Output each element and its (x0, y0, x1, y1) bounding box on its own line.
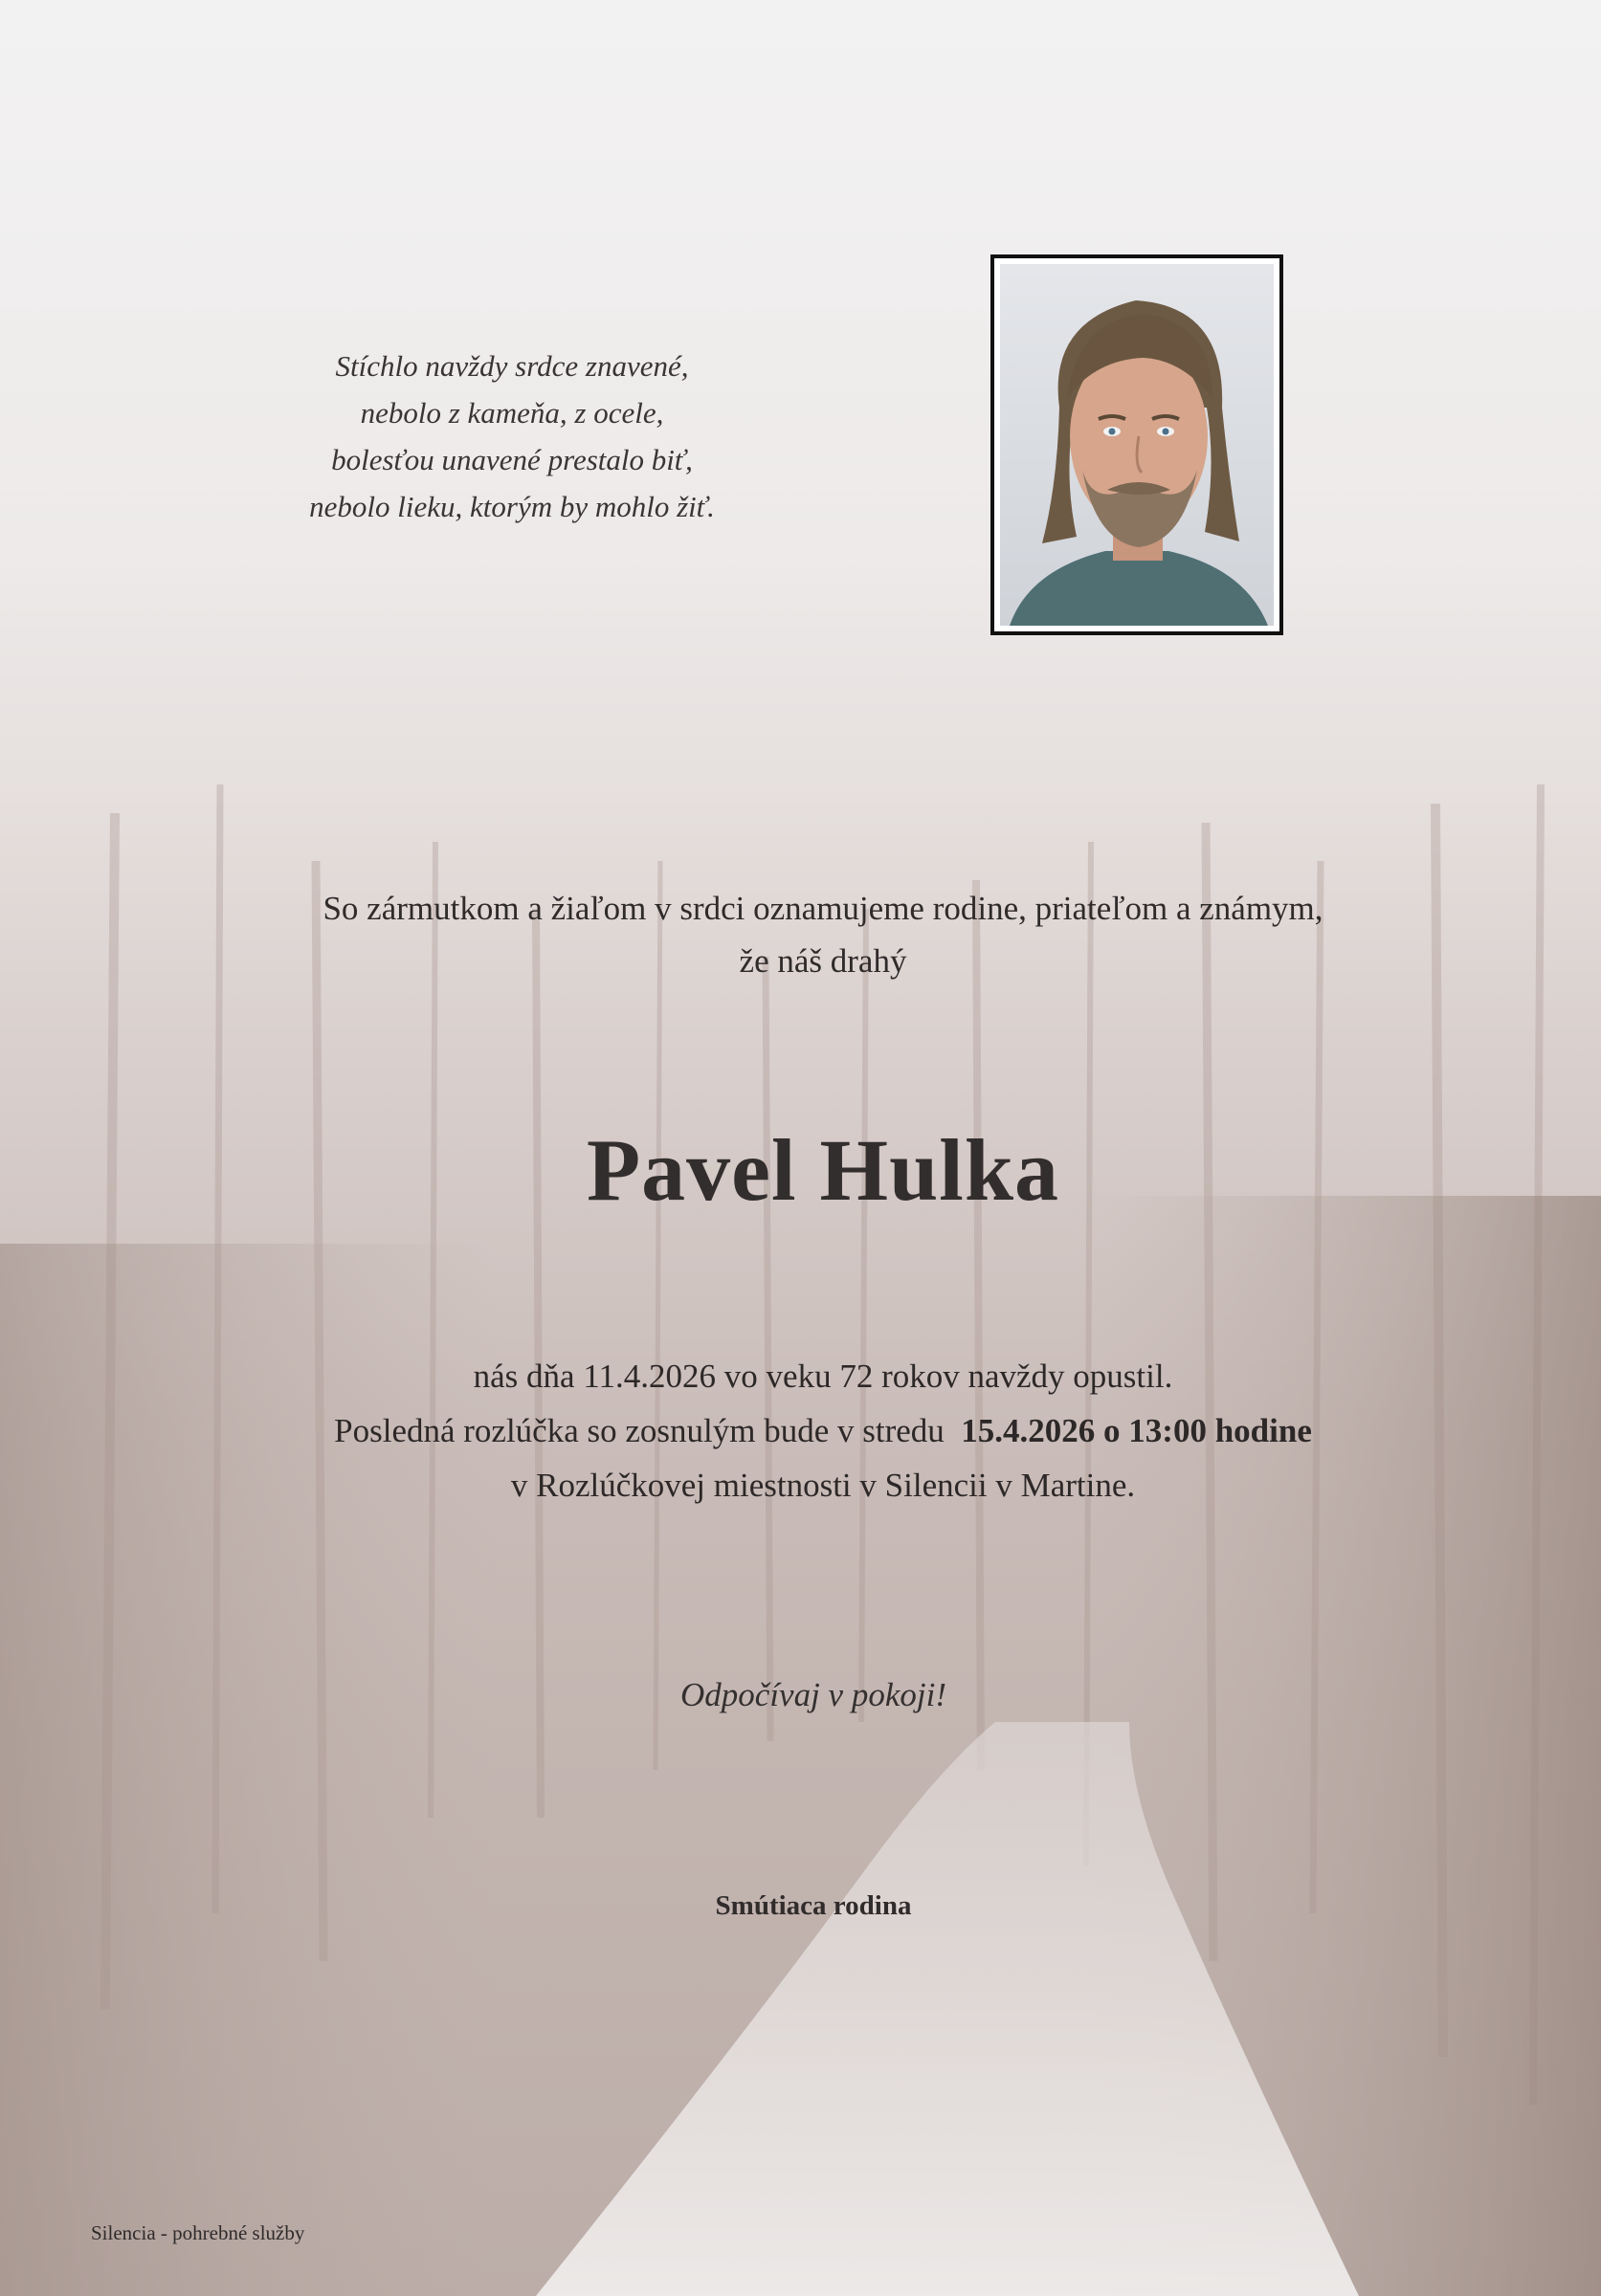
rest-in-peace: Odpočívaj v pokoji! (680, 1676, 946, 1713)
farewell-text: Posledná rozlúčka so zosnulým bude v stredu (334, 1412, 945, 1449)
footer-company: Silencia - pohrebné služby (91, 2221, 305, 2244)
portrait-frame (990, 254, 1283, 635)
details-line: v Rozlúčkovej miestnosti v Silencii v Martine. (510, 1467, 1136, 1504)
verse-line: nebolo lieku, ktorým by mohlo žiť. (309, 490, 715, 523)
announcement-line: že náš drahý (739, 942, 907, 980)
deceased-name: Pavel Hulka (586, 1121, 1060, 1219)
verse-line: bolesťou unavené prestalo biť, (331, 443, 693, 476)
farewell-date-time: 15.4.2026 o 13:00 hodine (961, 1412, 1312, 1449)
details-line (172, 1403, 1474, 1458)
signature: Smútiaca rodina (715, 1890, 912, 1921)
verse-line: Stíchlo navždy srdce znavené, (335, 349, 689, 383)
announcement-line: So zármutkom a žiaľom v srdci oznamujeme rodine, priateľom a známym, (322, 890, 1323, 927)
verse-line: nebolo z kameňa, z ocele, (360, 396, 664, 430)
announcement-text (191, 882, 1455, 987)
details-line: nás dňa 11.4.2026 vo veku 72 rokov navždy opustil. (473, 1358, 1173, 1395)
memorial-verse (249, 342, 775, 530)
funeral-details (172, 1349, 1474, 1512)
portrait-photo-icon (1000, 264, 1274, 626)
